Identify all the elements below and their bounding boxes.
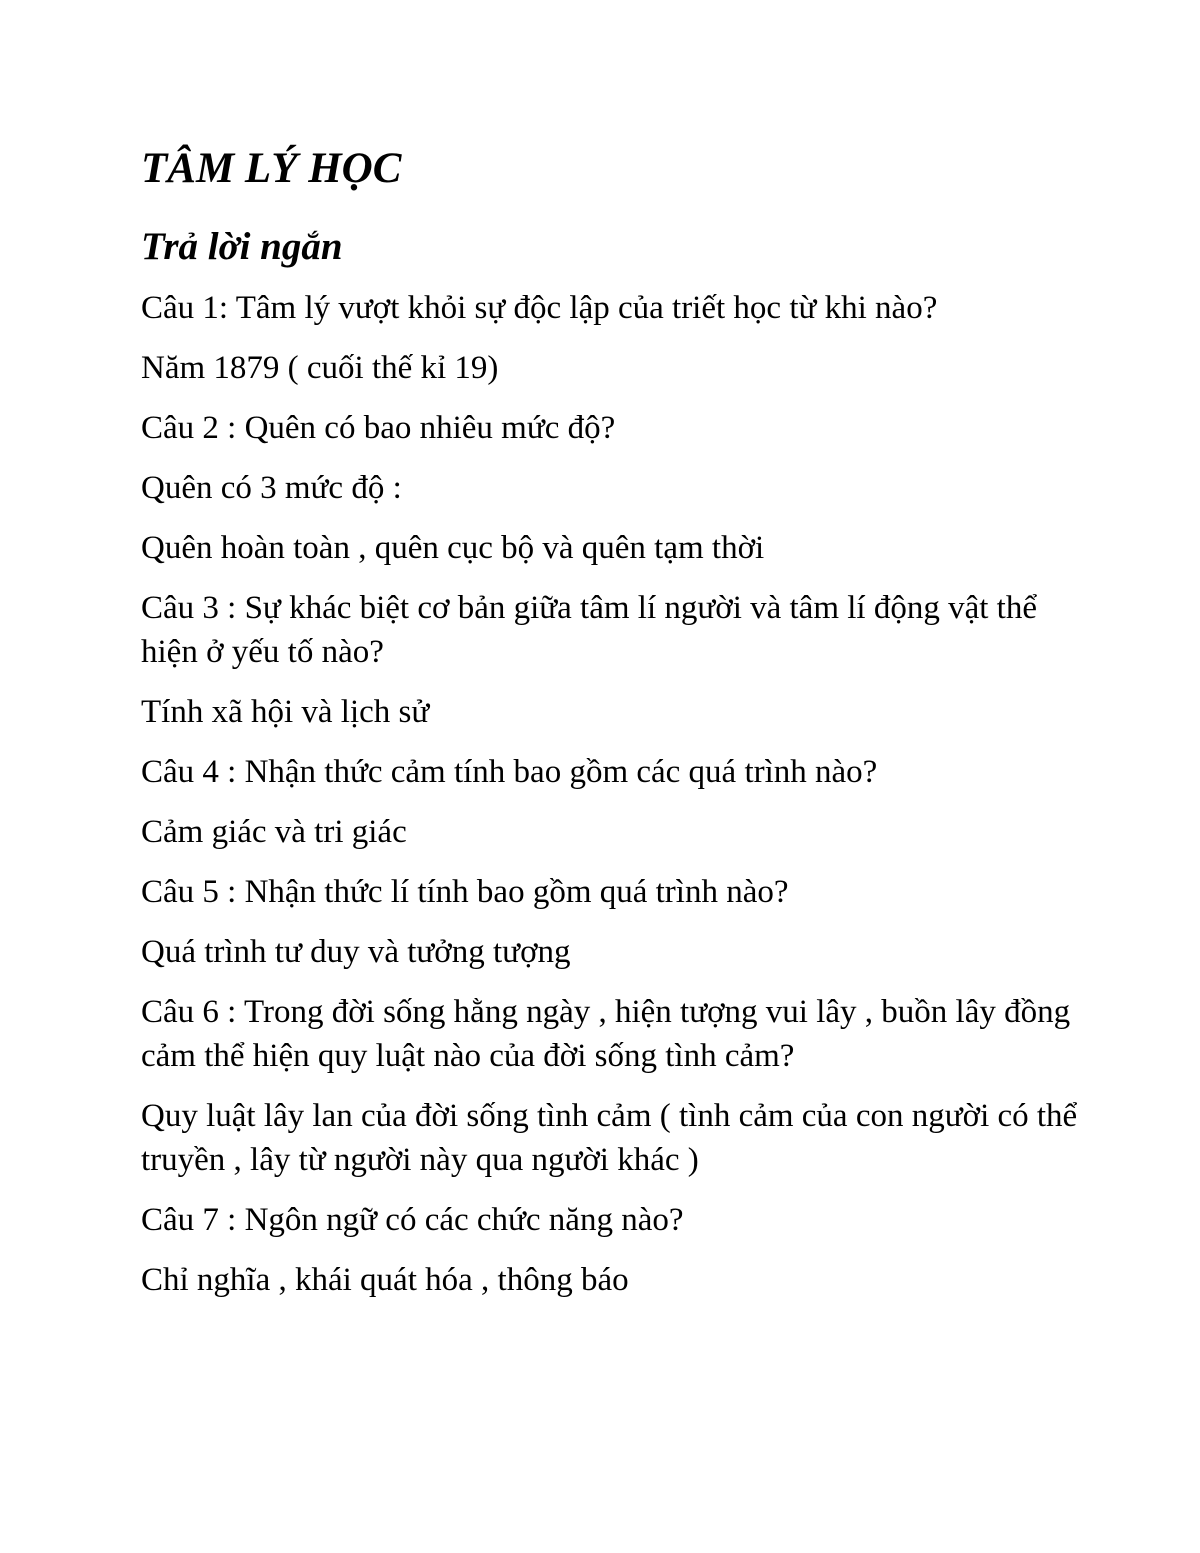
answer-4: Cảm giác và tri giác <box>141 814 407 850</box>
answer-7: Chỉ nghĩa , khái quát hóa , thông báo <box>141 1262 629 1298</box>
question-3: Câu 3 : Sự khác biệt cơ bản giữa tâm lí người và tâm lí động vật thể hiện ở yếu tố nào? <box>141 590 1037 670</box>
answer-6: Quy luật lây lan của đời sống tình cảm ( tình cảm của con người có thể truyền , lây từ người này qua người khác ) <box>141 1098 1078 1178</box>
question-4: Câu 4 : Nhận thức cảm tính bao gồm các quá trình nào? <box>141 754 878 790</box>
question-6: Câu 6 : Trong đời sống hằng ngày , hiện tượng vui lây , buồn lây đồng cảm thể hiện quy luật nào của đời sống tình cảm? <box>141 994 1071 1074</box>
question-5: Câu 5 : Nhận thức lí tính bao gồm quá trình nào? <box>141 874 789 910</box>
answer-2-detail: Quên hoàn toàn , quên cục bộ và quên tạm thời <box>141 530 765 566</box>
answer-3: Tính xã hội và lịch sử <box>141 694 430 730</box>
question-1: Câu 1: Tâm lý vượt khỏi sự độc lập của triết học từ khi nào? <box>141 290 938 326</box>
answer-2-intro: Quên có 3 mức độ : <box>141 470 402 506</box>
answer-1: Năm 1879 ( cuối thế kỉ 19) <box>141 350 499 386</box>
document-page <box>141 142 1081 1318</box>
document-subtitle: Trả lời ngắn <box>141 225 343 268</box>
question-7: Câu 7 : Ngôn ngữ có các chức năng nào? <box>141 1202 684 1238</box>
question-2: Câu 2 : Quên có bao nhiêu mức độ? <box>141 410 616 446</box>
document-title: TÂM LÝ HỌC <box>141 145 402 192</box>
answer-5: Quá trình tư duy và tưởng tượng <box>141 934 571 970</box>
